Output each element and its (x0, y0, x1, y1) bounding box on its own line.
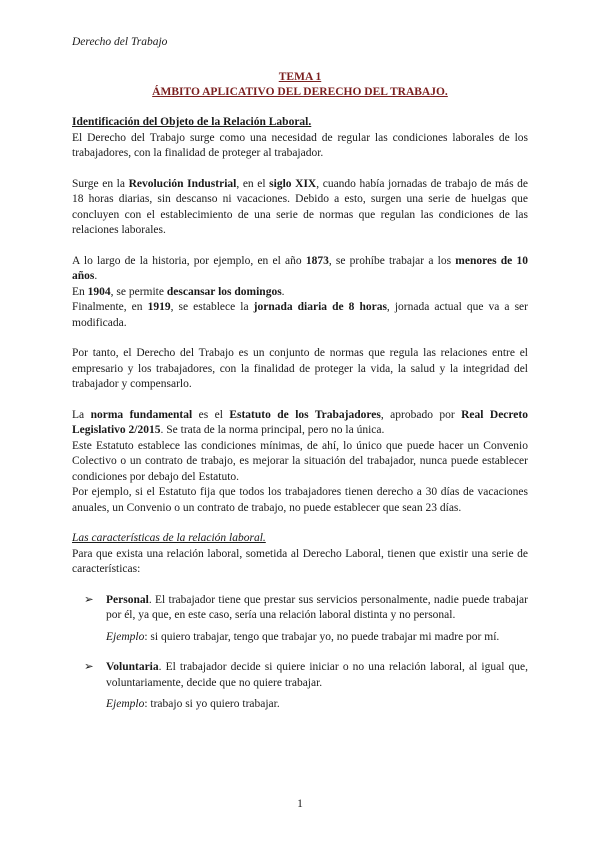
example-voluntaria: Ejemplo: trabajo si yo quiero trabajar. (106, 698, 280, 710)
paragraph-1873: A lo largo de la historia, por ejemplo, en el año 1873, se prohíbe trabajar a los menores de 10 años. (72, 254, 528, 282)
topic-title: ÁMBITO APLICATIVO DEL DERECHO DEL TRABAJO. (152, 86, 448, 98)
paragraph-industrial-revolution: Surge en la Revolución Industrial, en el siglo XIX, cuando había jornadas de trabajo de más de 18 horas diarias, sin descanso ni vacaciones. Debido a esto, surgen una serie de huelgas que concluyen con el establecimiento de una serie de normas que regulan las condiciones de las relaciones laborales. (72, 177, 528, 236)
characteristics-heading: Las características de la relación laboral. (72, 532, 266, 544)
arrow-bullet-icon: ➢ (84, 593, 94, 606)
paragraph-statute: La norma fundamental es el Estatuto de los Trabajadores, aprobado por Real Decreto Legislativo 2/2015. Se trata de la norma principal, pero no la única. (72, 408, 528, 436)
page-number: 1 (297, 798, 303, 810)
paragraph-1919: Finalmente, en 1919, se establece la jornada diaria de 8 horas, jornada actual que va a ser modificada. (72, 301, 528, 329)
paragraph-1904: En 1904, se permite descansar los domingos. (72, 285, 285, 298)
arrow-bullet-icon: ➢ (84, 661, 94, 673)
page-content (72, 70, 528, 713)
list-item-voluntaria: ➢ Voluntaria. El trabajador decide si quiere iniciar o no una relación laboral, al igual que, voluntariamente, decide que no quiere trabajar. (84, 660, 528, 691)
paragraph-intro: El Derecho del Trabajo surge como una necesidad de regular las condiciones laborales de los trabajadores, con la finalidad de proteger al trabajador. (72, 131, 528, 159)
list-item-personal: ➢ Personal. El trabajador tiene que prestar sus servicios personalmente, nadie puede trabajar por él, ya que, en este caso, sería una relación laboral distinta y no personal. (84, 593, 528, 624)
topic-number: TEMA 1 (278, 71, 322, 83)
paragraph-minimum-conditions: Este Estatuto establece las condiciones mínimas, de ahí, lo único que puede hacer un Convenio Colectivo o un contrato de trabajo, es mejorar la situación del trabajador, nunca puede establecer condiciones por debajo del Estatuto. (72, 439, 528, 483)
paragraph-definition: Por tanto, el Derecho del Trabajo es un conjunto de normas que regula las relaciones entre el empresario y los trabajadores, con la finalidad de proteger la vida, la salud y la integridad del trabajador y compensarlo. (72, 347, 528, 390)
paragraph-characteristics-intro: Para que exista una relación laboral, sometida al Derecho Laboral, tienen que existir una serie de características: (72, 547, 528, 575)
paragraph-example-vacations: Por ejemplo, si el Estatuto fija que todos los trabajadores tienen derecho a 30 días de vacaciones anuales, un Convenio o un contrato de trabajo, no puede establecer que sean 23 días. (72, 486, 528, 514)
section-heading: Identificación del Objeto de la Relación Laboral. (72, 116, 312, 128)
example-personal: Ejemplo: si quiero trabajar, tengo que trabajar yo, no puede trabajar mi madre por mí. (106, 630, 500, 643)
running-header: Derecho del Trabajo (72, 36, 168, 48)
